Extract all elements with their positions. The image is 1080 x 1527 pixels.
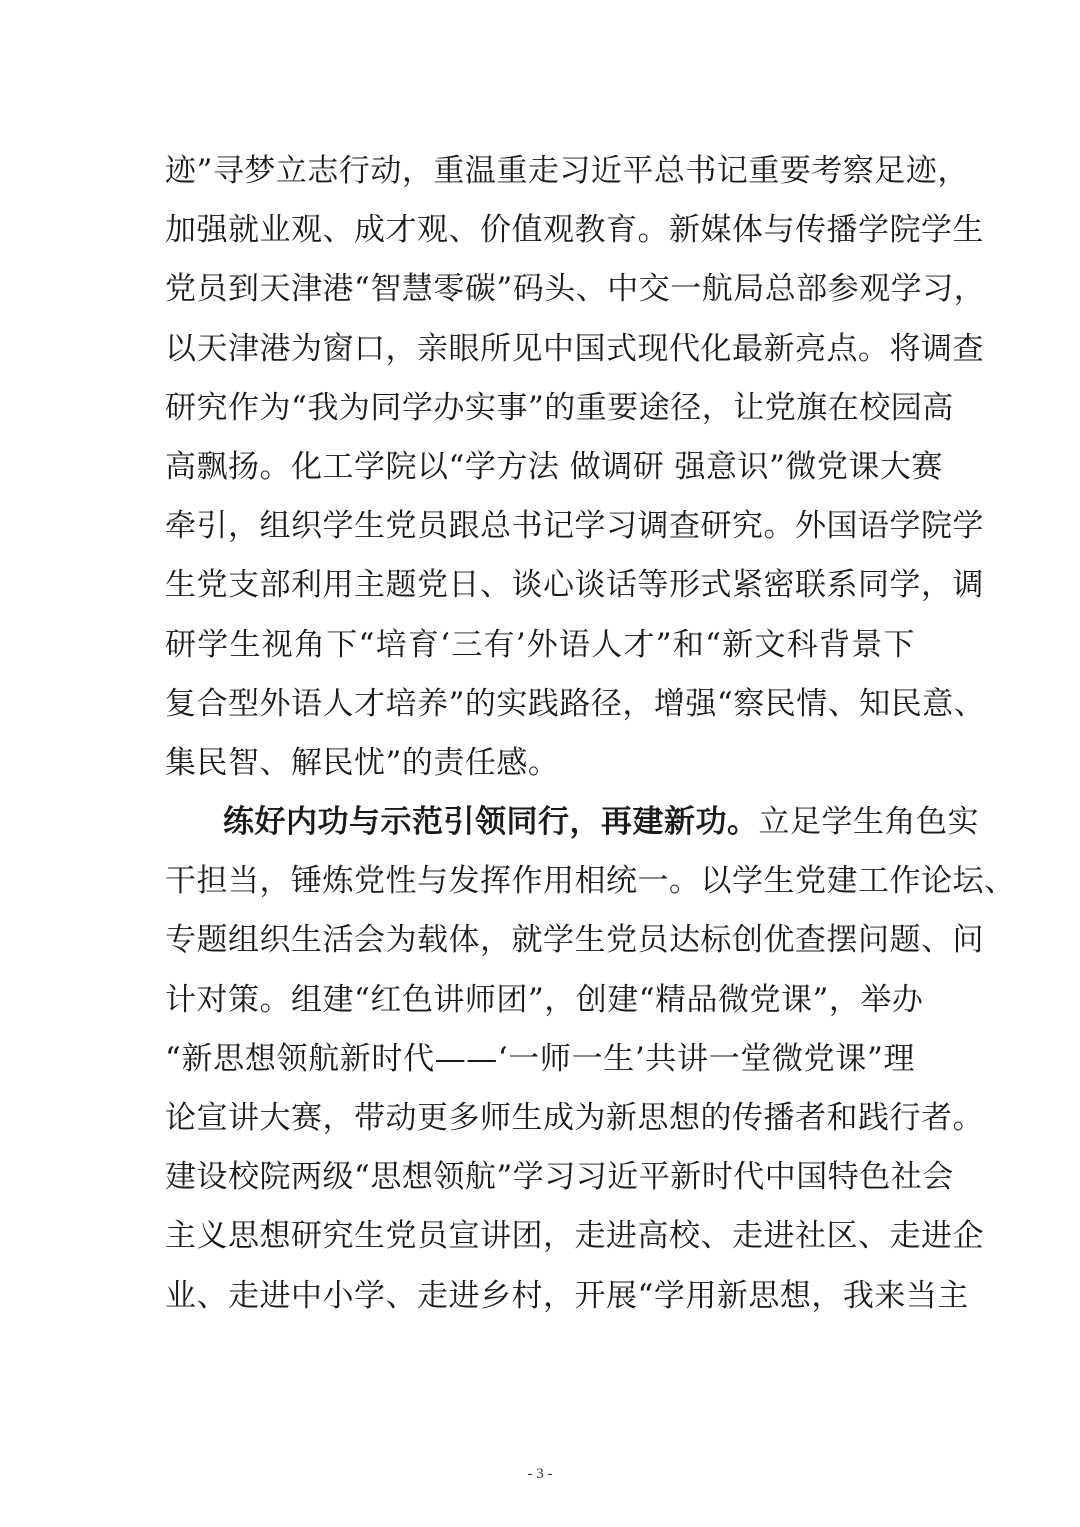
text-line-17: 论宣讲大赛，带动更多师生成为新思想的传播者和践行者。: [165, 1100, 984, 1136]
text-line-9: 研学生视角下“培育‘三有’外语人才”和“新文科背景下: [165, 626, 915, 663]
text-line-11: 集民智、解民忧”的责任感。: [165, 744, 560, 781]
text-line-18: 建设校院两级“思想领航”学习习近平新时代中国特色社会: [165, 1159, 954, 1196]
text-line-10: 复合型外语人才培养”的实践路径，增强“察民情、知民意、: [165, 685, 986, 722]
text-line-7: 牵引，组织学生党员跟总书记学习调查研究。外国语学院学: [165, 508, 984, 545]
page-number: - 3 -: [527, 1466, 553, 1482]
paragraph-2-first-line-rest: 立足学生角色实: [758, 804, 979, 841]
text-line-5: 研究作为“我为同学办实事”的重要途径，让党旗在校园高: [165, 389, 954, 426]
text-line-2: 加强就业观、成才观、价值观教育。新媒体与传播学院学生: [165, 212, 984, 249]
text-line-16: “新思想领航新时代——‘一师一生’共讲一堂微党课”理: [165, 1040, 915, 1077]
text-line-4: 以天津港为窗口，亲眼所见中国式现代化最新亮点。将调查: [165, 330, 984, 367]
text-line-19: 主义思想研究生党员宣讲团，走进高校、走进社区、走进企: [165, 1218, 984, 1255]
text-line-8: 生党支部利用主题党日、谈心谈话等形式紧密联系同学，调: [165, 567, 984, 604]
text-line-13: 干担当，锤炼党性与发挥作用相统一。以学生党建工作论坛、: [165, 863, 1016, 900]
text-line-6: 高飘扬。化工学院以“学方法 做调研 强意识”微党课大赛: [165, 448, 943, 485]
paragraph-2-first-line: [165, 793, 979, 852]
paragraph-heading: 练好内功与示范引领同行，再建新功。: [223, 804, 759, 841]
body-text: [165, 142, 1016, 1326]
text-line-15: 计对策。组建“红色讲师团”，创建“精品微党课”，举办: [165, 981, 924, 1018]
text-line-1: 迹”寻梦立志行动，重温重走习近平总书记重要考察足迹，: [165, 153, 969, 189]
text-line-14: 专题组织生活会为载体，就学生党员达标创优查摆问题、问: [165, 922, 984, 959]
text-line-20: 业、走进中小学、走进乡村，开展“学用新思想，我来当主: [165, 1277, 969, 1314]
text-line-3: 党员到天津港“智慧零碳”码头、中交一航局总部参观学习，: [165, 271, 986, 308]
